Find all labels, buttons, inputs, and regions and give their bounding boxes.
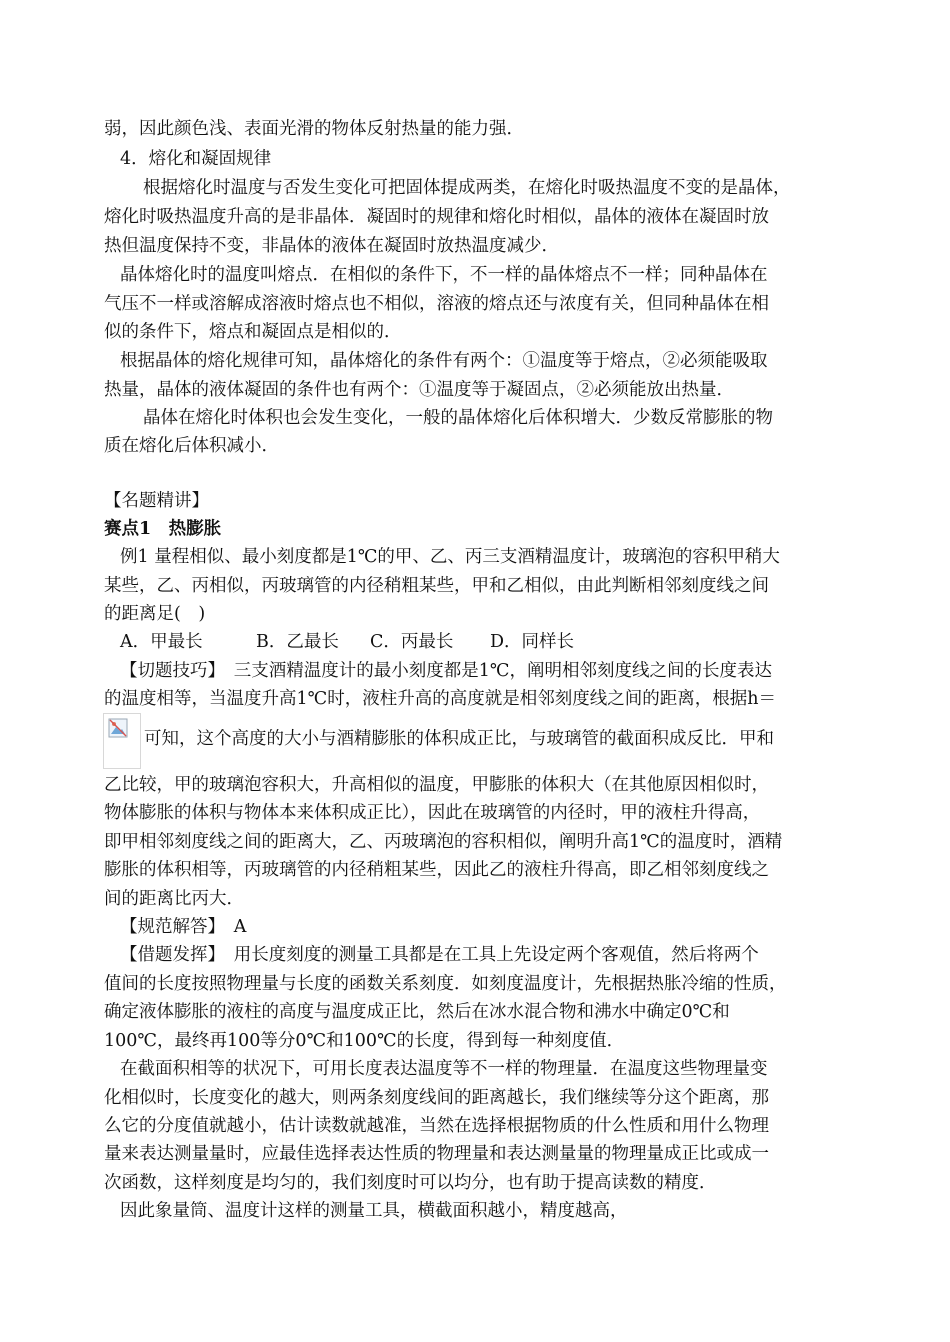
text-line: 【借题发挥】 用长度刻度的测量工具都是在工具上先设定两个客观值，然后将两个 xyxy=(120,945,759,965)
text-line: 的温度相等，当温度升高1℃时，液柱升高的高度就是相邻刻度线之间的距离，根据h＝ xyxy=(104,689,776,709)
text-line: 膨胀的体积相等，丙玻璃管的内径稍粗某些，因此乙的液柱升得高，即乙相邻刻度线之 xyxy=(104,860,769,880)
answer-line: 【规范解答】 A xyxy=(120,917,247,937)
text-line: 值间的长度按照物理量与长度的函数关系刻度．如刻度温度计，先根据热胀冷缩的性质， xyxy=(104,974,787,994)
text-line: 晶体熔化时的温度叫熔点．在相似的条件下，不一样的晶体熔点不一样；同种晶体在 xyxy=(120,265,768,285)
text-line: 确定液体膨胀的液柱的高度与温度成正比，然后在冰水混合物和沸水中确定0℃和 xyxy=(104,1002,730,1022)
question-text: 某些，乙、丙相似，丙玻璃管的内径稍粗某些，甲和乙相似，由此判断相邻刻度线之间 xyxy=(104,576,769,596)
text-line: 热但温度保持不变，非晶体的液体在凝固时放热温度减少． xyxy=(104,236,559,256)
text-line: 100℃，最终再100等分0℃和100℃的长度，得到每一种刻度值． xyxy=(104,1031,625,1051)
text-line: 间的距离比丙大． xyxy=(104,889,244,909)
question-text: 的距离足( ) xyxy=(104,604,206,624)
text-line: 乙比较，甲的玻璃泡容积大，升高相似的温度，甲膨胀的体积大（在其他原因相似时， xyxy=(104,775,769,795)
option-b: B．乙最长 xyxy=(256,632,339,652)
question-text: 例1 量程相似、最小刻度都是1℃的甲、乙、丙三支酒精温度计，玻璃泡的容积甲稍大 xyxy=(120,547,780,567)
text-line: 在截面积相等的状况下，可用长度表达温度等不一样的物理量．在温度这些物理量变 xyxy=(120,1059,768,1079)
text-line: 熔化时吸热温度升高的是非晶体．凝固时的规律和熔化时相似，晶体的液体在凝固时放 xyxy=(104,207,769,227)
section-heading: 【名题精讲】 xyxy=(104,491,209,511)
text-line: 物体膨胀的体积与物体本来体积成正比），因此在玻璃管的内径时，甲的液柱升得高， xyxy=(104,803,761,823)
option-a: A．甲最长 xyxy=(120,632,203,652)
text-line: 因此象量筒、温度计这样的测量工具，横截面积越小，精度越高， xyxy=(120,1201,628,1221)
text-line: 根据熔化时温度与否发生变化可把固体提成两类，在熔化时吸热温度不变的是晶体， xyxy=(143,178,791,198)
text-line: 【切题技巧】 三支酒精温度计的最小刻度都是1℃，阐明相邻刻度线之间的长度表达 xyxy=(120,661,772,681)
text-line: 量来表达测量量时，应最佳选择表达性质的物理量和表达测量量的物理量成正比或成一 xyxy=(104,1144,769,1164)
text-line: 热量，晶体的液体凝固的条件也有两个：①温度等于凝固点，②必须能放出热量． xyxy=(104,380,734,400)
text-line: 可知，这个高度的大小与酒精膨胀的体积成正比，与玻璃管的截面积成反比．甲和 xyxy=(144,729,774,749)
text-line: 次函数，这样刻度是均匀的，我们刻度时可以均分，也有助于提高读数的精度． xyxy=(104,1173,717,1193)
text-line: 弱，因此颜色浅、表面光滑的物体反射热量的能力强． xyxy=(104,119,524,139)
text-line: 根据晶体的熔化规律可知，晶体熔化的条件有两个：①温度等于熔点，②必须能吸取 xyxy=(120,351,768,371)
text-line: 晶体在熔化时体积也会发生变化，一般的晶体熔化后体积增大．少数反常膨胀的物 xyxy=(143,408,773,428)
text-line: 气压不一样或溶解成溶液时熔点也不相似，溶液的熔点还与浓度有关，但同种晶体在相 xyxy=(104,294,769,314)
option-d: D．同样长 xyxy=(490,632,575,652)
text-line: 质在熔化后体积减小． xyxy=(104,436,279,456)
formula-image xyxy=(103,713,141,769)
option-c: C．丙最长 xyxy=(370,632,454,652)
text-line: 似的条件下，熔点和凝固点是相似的． xyxy=(104,322,402,342)
text-line: 么它的分度值就越小，估计读数就越准，当然在选择根据物质的什么性质和用什么物理 xyxy=(104,1116,769,1136)
text-line: 即甲相邻刻度线之间的距离大，乙、丙玻璃泡的容积相似，阐明升高1℃的温度时，酒精 xyxy=(104,832,783,852)
subsection-heading: 赛点1 热膨胀 xyxy=(104,519,222,539)
section-heading: 4．熔化和凝固规律 xyxy=(120,149,272,169)
text-line: 化相似时，长度变化的越大，则两条刻度线间的距离越长，我们继续等分这个距离，那 xyxy=(104,1088,769,1108)
broken-image-icon xyxy=(108,718,128,738)
